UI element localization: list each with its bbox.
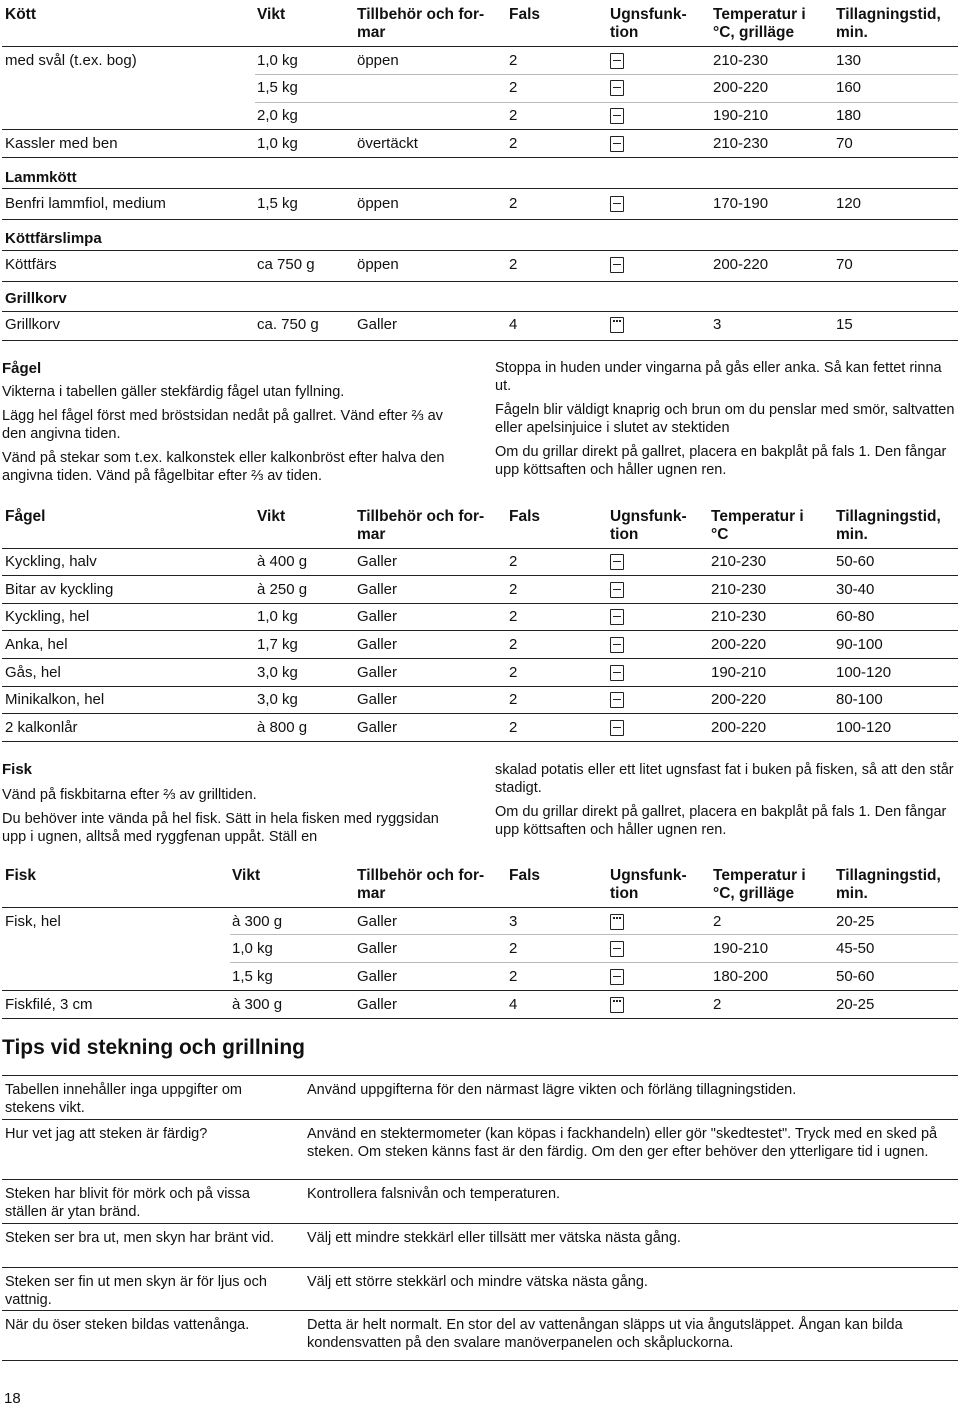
section-label: Köttfärslimpa [5, 230, 102, 247]
section-label: Grillkorv [5, 290, 67, 307]
tip-answer: Detta är helt normalt. En stor del av vattenångan släpps ut via ångutsläppet. Ångan kan bilda kondensvatten på den svalare manöverpanelen och skåpluckorna. [307, 1317, 903, 1351]
table-cell: à 250 g [257, 581, 308, 598]
table-cell: 2 [509, 608, 518, 625]
table-cell: 200-220 [711, 636, 767, 653]
column-header: Tillbehör och for- mar [357, 867, 485, 902]
row-separator [2, 658, 958, 659]
row-separator [2, 188, 958, 189]
table-cell: 1,0 kg [257, 135, 298, 152]
table-cell: 2 [509, 553, 518, 570]
tip-question: Steken ser fin ut men skyn är för ljus och vattnig. [5, 1274, 267, 1308]
table-cell: 2 [509, 581, 518, 598]
row-separator [255, 102, 958, 103]
table-cell: 3 [509, 913, 518, 930]
row-separator [2, 129, 958, 130]
table-cell: 2 [509, 79, 518, 96]
grill-icon [610, 997, 624, 1013]
table-cell: Galler [357, 940, 398, 957]
table-cell: 190-210 [713, 940, 769, 957]
fisk-paragraph: Vänd på fiskbitarna efter ⅔ av grilltiden. [2, 787, 257, 803]
table-cell: 2 [509, 691, 518, 708]
table-cell: 1,5 kg [232, 968, 273, 985]
conventional-heat-icon [610, 720, 624, 736]
table-cell: 1,0 kg [257, 608, 298, 625]
fisk-paragraph: skalad potatis eller ett litet ugnsfast fat i buken på fisken, så att den står stadigt. [495, 762, 954, 796]
section-label: Lammkött [5, 169, 77, 186]
row-separator [2, 1310, 958, 1311]
table-cell: 2 [509, 636, 518, 653]
conventional-heat-icon [610, 637, 624, 653]
table-cell: Galler [357, 581, 398, 598]
table-cell: 20-25 [836, 913, 875, 930]
table-cell: Anka, hel [5, 636, 68, 653]
fisk-paragraph: Du behöver inte vända på hel fisk. Sätt in hela fisken med ryggsidan upp i ugnen, alltså med ryggfenan uppåt. Ställ en [2, 811, 439, 845]
column-header: Temperatur i °C, grilläge [713, 867, 806, 902]
table-cell: 210-230 [711, 608, 767, 625]
table-cell: 200-220 [711, 719, 767, 736]
table-cell: 70 [836, 256, 853, 273]
table-cell: 1,0 kg [232, 940, 273, 957]
table-cell: 2 [509, 195, 518, 212]
fagel-paragraph: Lägg hel fågel först med bröstsidan nedåt på gallret. Vänd efter ⅔ av den angivna tiden. [2, 408, 443, 442]
table-cell: 190-210 [711, 664, 767, 681]
column-header: Temperatur i °C, grilläge [713, 6, 806, 41]
fagel-heading: Fågel [2, 360, 42, 377]
table-cell: 2 [509, 940, 518, 957]
table-cell: à 300 g [232, 996, 283, 1013]
header-rule [2, 46, 958, 47]
table-cell: 2 [509, 719, 518, 736]
row-separator [2, 686, 958, 687]
table-cell: 160 [836, 79, 862, 96]
tip-answer: Använd en stektermometer (kan köpas i fackhandeln) eller gör "skedtestet". Tryck med en sked på steken. Om steken känns fast är den färdig. Om den ger efter behöver den ytterligare tid i ugnen. [307, 1126, 938, 1160]
table-cell: 210-230 [711, 581, 767, 598]
table-cell: Köttfärs [5, 256, 57, 273]
fisk-text-left [2, 786, 452, 846]
table-cell: 200-220 [711, 691, 767, 708]
row-separator [2, 311, 958, 312]
conventional-heat-icon [610, 941, 624, 957]
table-cell: Fisk, hel [5, 913, 61, 930]
table-cell: 180-200 [713, 968, 769, 985]
row-separator [2, 281, 958, 282]
fisk-text-right [495, 761, 957, 839]
row-separator [2, 1018, 958, 1019]
table-cell: 1,0 kg [257, 52, 298, 69]
table-cell: Galler [357, 316, 398, 333]
table-cell: 1,5 kg [257, 79, 298, 96]
column-header: Tillagningstid, min. [836, 508, 941, 543]
table-cell: à 400 g [257, 553, 308, 570]
table-cell: 2 kalkonlår [5, 719, 78, 736]
table-cell: med svål (t.ex. bog) [5, 52, 137, 69]
table-cell: 2,0 kg [257, 107, 298, 124]
table-cell: 4 [509, 996, 518, 1013]
fagel-paragraph: Vikterna i tabellen gäller stekfärdig fågel utan fyllning. [2, 384, 345, 400]
table-cell: 50-60 [836, 553, 875, 570]
table-cell: Galler [357, 719, 398, 736]
table-cell: à 300 g [232, 913, 283, 930]
fagel-paragraph: Vänd på stekar som t.ex. kalkonstek eller kalkonbröst efter halva den angivna tiden. Vänd på fågelbitar efter ⅔ av tiden. [2, 450, 445, 484]
table-cell: 80-100 [836, 691, 883, 708]
table-cell: 200-220 [713, 79, 769, 96]
table-cell: 2 [509, 256, 518, 273]
table-cell: 210-230 [713, 135, 769, 152]
row-separator [230, 962, 958, 963]
header-rule [2, 548, 958, 549]
table-cell: Grillkorv [5, 316, 60, 333]
table-cell: 2 [509, 968, 518, 985]
row-separator [230, 934, 958, 935]
row-separator [2, 1119, 958, 1120]
tips-rule [2, 1075, 958, 1076]
table-cell: Galler [357, 664, 398, 681]
column-header: Vikt [232, 867, 261, 884]
tip-answer: Kontrollera falsnivån och temperaturen. [307, 1186, 561, 1202]
tip-question: Hur vet jag att steken är färdig? [5, 1126, 208, 1142]
table-cell: Fiskfilé, 3 cm [5, 996, 93, 1013]
tip-question: När du öser steken bildas vattenånga. [5, 1317, 250, 1333]
fisk-heading: Fisk [2, 761, 33, 778]
table-cell: 30-40 [836, 581, 875, 598]
table-cell: Benfri lammfiol, medium [5, 195, 166, 212]
table-cell: Galler [357, 996, 398, 1013]
row-separator [2, 340, 958, 341]
table-cell: ca 750 g [257, 256, 315, 273]
column-header: Vikt [257, 6, 286, 23]
table-cell: 90-100 [836, 636, 883, 653]
row-separator [255, 74, 958, 75]
table-cell: 3 [713, 316, 722, 333]
table-cell: Galler [357, 691, 398, 708]
table-cell: 130 [836, 52, 862, 69]
grill-icon [610, 317, 624, 333]
table-cell: 190-210 [713, 107, 769, 124]
fagel-paragraph: Om du grillar direkt på gallret, placera en bakplåt på fals 1. Den fångar upp köttsaften och håller ugnen ren. [495, 444, 947, 478]
tip-answer: Välj ett mindre stekkärl eller tillsätt mer vätska nästa gång. [307, 1230, 681, 1246]
row-separator [2, 575, 958, 576]
row-separator [2, 990, 958, 991]
table-cell: 3,0 kg [257, 664, 298, 681]
conventional-heat-icon [610, 196, 624, 212]
tip-question: Steken ser bra ut, men skyn har bränt vid. [5, 1230, 275, 1246]
table-cell: 3,0 kg [257, 691, 298, 708]
fagel-paragraph: Stoppa in huden under vingarna på gås eller anka. Så kan fettet rinna ut. [495, 360, 942, 394]
row-separator [2, 1360, 958, 1361]
table-cell: Kyckling, halv [5, 553, 97, 570]
table-cell: 170-190 [713, 195, 769, 212]
row-separator [2, 603, 958, 604]
table-cell: Galler [357, 636, 398, 653]
column-header: Tillbehör och for- mar [357, 508, 485, 543]
column-header: Ugnsfunk- tion [610, 6, 687, 41]
table-cell: 210-230 [713, 52, 769, 69]
table-cell: 120 [836, 195, 862, 212]
table-cell: 1,5 kg [257, 195, 298, 212]
table-cell: à 800 g [257, 719, 308, 736]
row-separator [2, 741, 958, 742]
tips-title: Tips vid stekning och grillning [2, 1036, 305, 1059]
column-header: Temperatur i °C [711, 508, 804, 543]
column-header: Ugnsfunk- tion [610, 867, 687, 902]
grill-icon [610, 914, 624, 930]
table-cell: Kassler med ben [5, 135, 118, 152]
table-cell: Galler [357, 968, 398, 985]
table-cell: 2 [509, 664, 518, 681]
column-header: Fals [509, 867, 541, 884]
fagel-text-right [495, 359, 955, 479]
table-cell: 20-25 [836, 996, 875, 1013]
fisk-paragraph: Om du grillar direkt på gallret, placera en bakplåt på fals 1. Den fångar upp köttsaften och håller ugnen ren. [495, 804, 947, 838]
table-cell: 210-230 [711, 553, 767, 570]
conventional-heat-icon [610, 53, 624, 69]
table-cell: 180 [836, 107, 862, 124]
table-cell: öppen [357, 52, 399, 69]
row-separator [2, 157, 958, 158]
conventional-heat-icon [610, 665, 624, 681]
table-cell: ca. 750 g [257, 316, 319, 333]
tip-question: Tabellen innehåller inga uppgifter om stekens vikt. [5, 1082, 242, 1116]
table-cell: öppen [357, 195, 399, 212]
column-header: Kött [5, 6, 36, 23]
header-rule [2, 907, 958, 908]
row-separator [2, 1267, 958, 1268]
conventional-heat-icon [610, 136, 624, 152]
table-cell: 45-50 [836, 940, 875, 957]
table-cell: 200-220 [713, 256, 769, 273]
table-cell: 2 [509, 135, 518, 152]
conventional-heat-icon [610, 609, 624, 625]
table-cell: Kyckling, hel [5, 608, 90, 625]
column-header: Fisk [5, 867, 37, 884]
column-header: Ugnsfunk- tion [610, 508, 687, 543]
column-header: Vikt [257, 508, 286, 525]
conventional-heat-icon [610, 582, 624, 598]
row-separator [2, 1223, 958, 1224]
table-cell: Minikalkon, hel [5, 691, 105, 708]
conventional-heat-icon [610, 554, 624, 570]
column-header: Fågel [5, 508, 46, 525]
table-cell: 2 [509, 107, 518, 124]
conventional-heat-icon [610, 257, 624, 273]
table-cell: öppen [357, 256, 399, 273]
table-cell: 15 [836, 316, 853, 333]
row-separator [2, 1179, 958, 1180]
table-cell: övertäckt [357, 135, 418, 152]
tip-question: Steken har blivit för mörk och på vissa ställen är ytan bränd. [5, 1186, 250, 1220]
table-cell: 2 [713, 913, 722, 930]
conventional-heat-icon [610, 80, 624, 96]
row-separator [2, 713, 958, 714]
row-separator [2, 219, 958, 220]
table-cell: 100-120 [836, 719, 892, 736]
fagel-text-left [2, 383, 457, 485]
table-cell: Galler [357, 608, 398, 625]
column-header: Tillbehör och for- mar [357, 6, 485, 41]
table-cell: Galler [357, 553, 398, 570]
table-cell: Gås, hel [5, 664, 61, 681]
table-cell: Galler [357, 913, 398, 930]
page-number: 18 [4, 1390, 21, 1407]
column-header: Tillagningstid, min. [836, 6, 941, 41]
table-cell: 4 [509, 316, 518, 333]
conventional-heat-icon [610, 108, 624, 124]
tip-answer: Använd uppgifterna för den närmast lägre vikten och förläng tillagningstiden. [307, 1082, 797, 1098]
table-cell: 100-120 [836, 664, 892, 681]
table-cell: 2 [509, 52, 518, 69]
column-header: Fals [509, 508, 541, 525]
table-cell: 60-80 [836, 608, 875, 625]
fagel-paragraph: Fågeln blir väldigt knaprig och brun om du penslar med smör, saltvatten eller apelsinjuice i slutet av stektiden [495, 402, 955, 436]
table-cell: 70 [836, 135, 853, 152]
table-cell: 50-60 [836, 968, 875, 985]
row-separator [2, 250, 958, 251]
column-header: Tillagningstid, min. [836, 867, 941, 902]
row-separator [2, 630, 958, 631]
table-cell: Bitar av kyckling [5, 581, 114, 598]
column-header: Fals [509, 6, 541, 23]
conventional-heat-icon [610, 969, 624, 985]
tip-answer: Välj ett större stekkärl och mindre vätska nästa gång. [307, 1274, 648, 1290]
table-cell: 1,7 kg [257, 636, 298, 653]
conventional-heat-icon [610, 692, 624, 708]
table-cell: 2 [713, 996, 722, 1013]
